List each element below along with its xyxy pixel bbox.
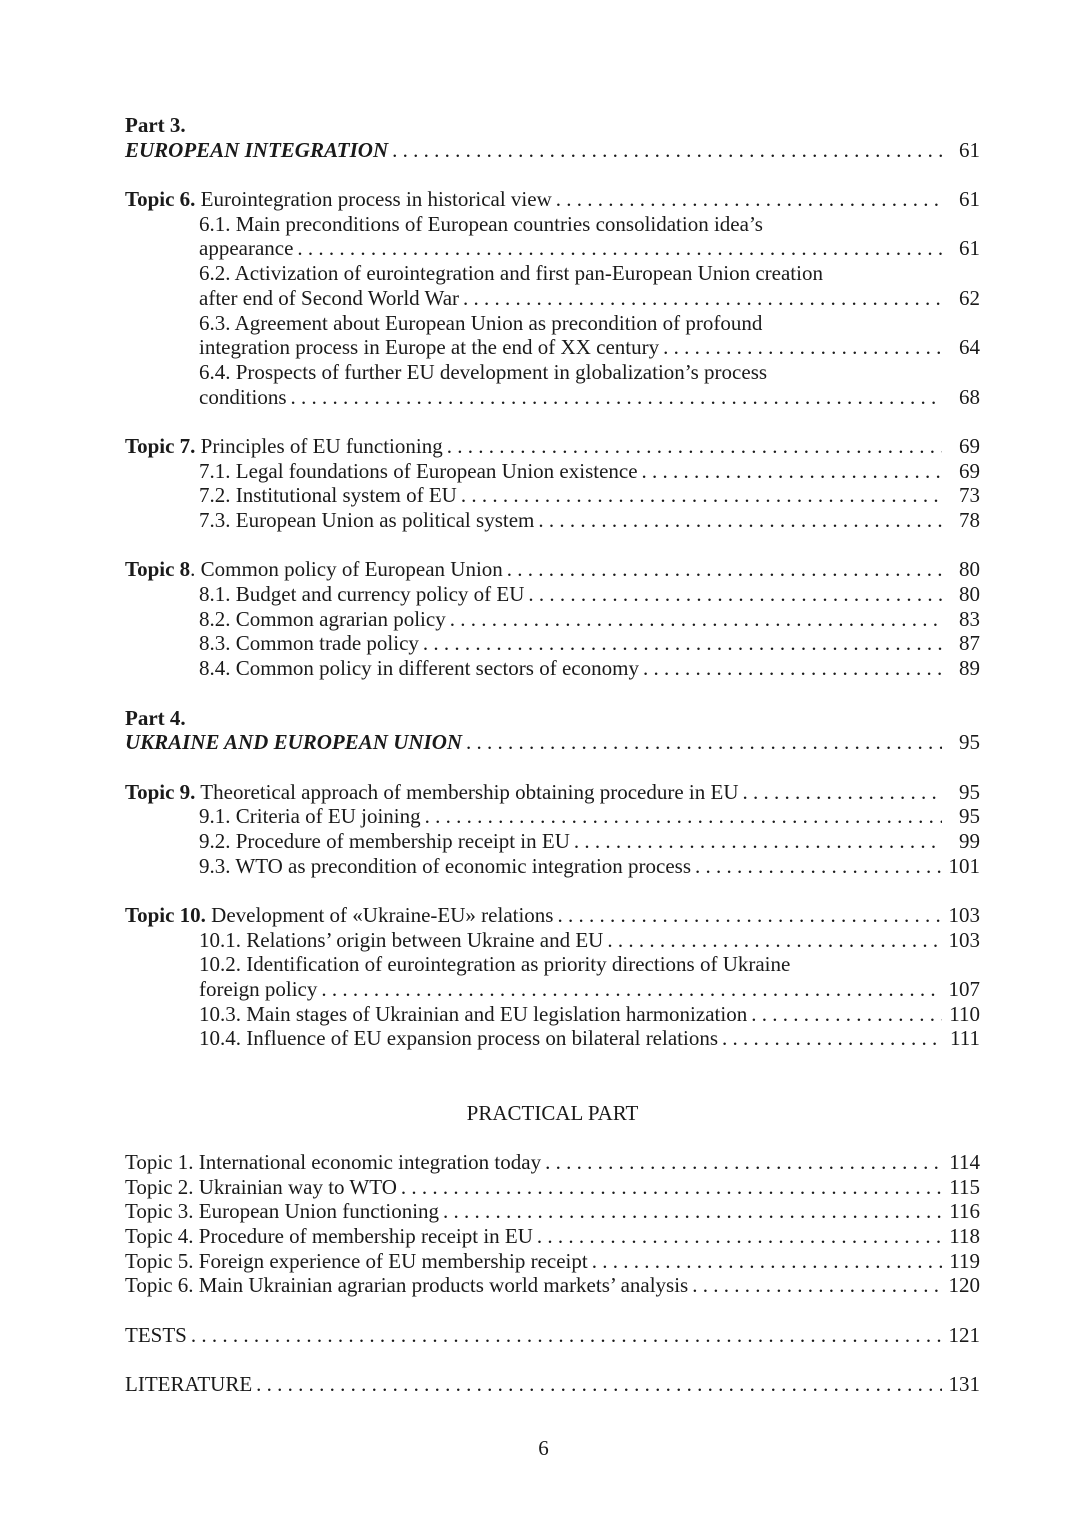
entry-text: Topic 4. Procedure of membership receipt in EU <box>125 1223 533 1248</box>
page-ref: 69 <box>959 458 980 483</box>
toc-subentry <box>125 829 980 854</box>
page-ref: 61 <box>959 137 980 162</box>
entry-text: TESTS <box>125 1322 187 1347</box>
page-ref: 73 <box>959 483 980 508</box>
page-ref: 103 <box>948 927 980 952</box>
part-4-label: Part 4. <box>125 705 186 730</box>
subentry-text: appearance <box>199 236 294 261</box>
toc-subentry-line <box>125 952 980 977</box>
toc-subentry <box>125 1002 980 1027</box>
part-3-title: EUROPEAN INTEGRATION <box>125 137 389 162</box>
topic-title: . Common policy of European Union <box>190 557 503 582</box>
leader-dots <box>663 335 942 360</box>
toc-subentry-line <box>125 360 980 385</box>
leader-dots <box>643 656 942 681</box>
page-ref: 62 <box>959 285 980 310</box>
subentry-text: 9.1. Criteria of EU joining <box>199 804 421 829</box>
page-ref: 69 <box>959 433 980 458</box>
leader-dots <box>191 1323 942 1348</box>
subentry-text: 6.1. Main preconditions of European countries consolidation idea’s <box>199 211 763 236</box>
page-ref: 103 <box>948 903 980 927</box>
leader-dots <box>556 187 942 212</box>
toc-practical-entry <box>125 1150 980 1175</box>
toc-subentry <box>125 508 980 533</box>
entry-text: Topic 5. Foreign experience of EU membership receipt <box>125 1248 588 1273</box>
subentry-text: 8.1. Budget and currency policy of EU <box>199 582 525 607</box>
page-ref: 120 <box>948 1273 980 1298</box>
toc-subentry-line <box>125 212 980 237</box>
page-ref: 80 <box>959 557 980 582</box>
part-label <box>125 706 980 731</box>
entry-text: Topic 6. Main Ukrainian agrarian products world markets’ analysis <box>125 1273 689 1298</box>
toc-entry-topic-10 <box>125 903 980 928</box>
toc-entry-topic-7 <box>125 434 980 459</box>
page-ref: 131 <box>948 1372 980 1397</box>
subentry-text: 7.1. Legal foundations of European Union existence <box>199 458 638 483</box>
entry-text: Topic 2. Ukrainian way to WTO <box>125 1174 397 1199</box>
page-ref: 118 <box>949 1223 980 1248</box>
toc-entry-topic-8 <box>125 557 980 582</box>
toc-subentry <box>125 236 980 261</box>
topic-title: Development of «Ukraine-EU» relations <box>211 903 554 927</box>
toc-practical-entry <box>125 1224 980 1249</box>
subentry-text: 8.3. Common trade policy <box>199 631 419 656</box>
table-of-contents <box>125 113 980 1397</box>
leader-dots <box>291 385 943 410</box>
leader-dots <box>425 804 942 829</box>
part-label <box>125 113 980 138</box>
subentry-text: integration process in Europe at the end of XX century <box>199 335 660 360</box>
toc-subentry <box>125 335 980 360</box>
leader-dots <box>447 434 942 459</box>
leader-dots <box>695 854 942 879</box>
leader-dots <box>607 928 942 953</box>
toc-subentry <box>125 459 980 484</box>
topic-label: Topic 10. <box>125 903 206 927</box>
part-3-label: Part 3. <box>125 113 186 137</box>
toc-subentry <box>125 385 980 410</box>
page-ref: 99 <box>959 828 980 853</box>
leader-dots <box>443 1199 942 1224</box>
page-ref: 89 <box>959 656 980 681</box>
toc-subentry <box>125 286 980 311</box>
topic-title: Eurointegration process in historical view <box>200 187 552 212</box>
leader-dots <box>592 1249 942 1274</box>
page-ref: 83 <box>959 606 980 631</box>
entry-text: Topic 3. European Union functioning <box>125 1199 440 1224</box>
leader-dots <box>751 1002 942 1027</box>
page-ref: 87 <box>959 631 980 656</box>
subentry-text: 6.3. Agreement about European Union as precondition of profound <box>199 310 763 335</box>
leader-dots <box>450 607 942 632</box>
subentry-text: 7.2. Institutional system of EU <box>199 483 457 508</box>
leader-dots <box>722 1026 942 1051</box>
topic-label: Topic 8 <box>125 557 191 582</box>
page-ref: 95 <box>959 730 980 755</box>
leader-dots <box>692 1273 942 1298</box>
page-ref: 110 <box>949 1001 980 1026</box>
toc-subentry <box>125 582 980 607</box>
toc-practical-entry <box>125 1249 980 1274</box>
page-number: 6 <box>538 1436 549 1460</box>
toc-entry-tests <box>125 1323 980 1348</box>
toc-subentry <box>125 656 980 681</box>
toc-subentry <box>125 854 980 879</box>
page-ref: 119 <box>949 1248 980 1273</box>
leader-dots <box>321 977 942 1002</box>
toc-entry-literature <box>125 1372 980 1397</box>
entry-text: LITERATURE <box>125 1372 253 1397</box>
leader-dots <box>537 1224 942 1249</box>
page-ref: 95 <box>959 804 980 829</box>
toc-subentry <box>125 631 980 656</box>
toc-subentry-line <box>125 311 980 336</box>
leader-dots <box>297 236 942 261</box>
page-ref: 116 <box>949 1199 980 1224</box>
subentry-text: 9.3. WTO as precondition of economic integration process <box>199 853 692 878</box>
page-ref: 80 <box>959 582 980 607</box>
toc-subentry <box>125 607 980 632</box>
page-ref: 114 <box>949 1149 980 1174</box>
toc-subentry <box>125 977 980 1002</box>
subentry-text: 6.2. Activization of eurointegration and first pan-European Union creation <box>199 261 823 286</box>
page-ref: 115 <box>949 1174 980 1199</box>
subentry-text: 8.4. Common policy in different sectors of economy <box>199 656 639 681</box>
subentry-text: 6.4. Prospects of further EU development in globalization’s process <box>199 359 768 384</box>
topic-title: Principles of EU functioning <box>200 433 443 458</box>
toc-entry-topic-6 <box>125 187 980 212</box>
leader-dots <box>507 557 942 582</box>
page-ref: 101 <box>948 853 980 878</box>
subentry-text: 10.1. Relations’ origin between Ukraine and EU <box>199 927 604 952</box>
topic-title: Theoretical approach of membership obtaining procedure in EU <box>200 779 739 804</box>
subentry-text: 10.3. Main stages of Ukrainian and EU legislation harmonization <box>199 1001 748 1026</box>
toc-subentry <box>125 928 980 953</box>
page-ref: 64 <box>959 335 980 360</box>
page-ref: 68 <box>959 384 980 409</box>
toc-practical-entry <box>125 1199 980 1224</box>
subentry-text: 9.2. Procedure of membership receipt in EU <box>199 828 570 853</box>
leader-dots <box>538 508 942 533</box>
subentry-text: 10.2. Identification of eurointegration as priority directions of Ukraine <box>199 952 791 977</box>
subentry-text: conditions <box>199 384 287 409</box>
topic-label: Topic 6. <box>125 187 196 212</box>
part-4-title: UKRAINE AND EUROPEAN UNION <box>125 730 463 755</box>
page-ref: 95 <box>959 779 980 804</box>
toc-entry-part-3 <box>125 138 980 163</box>
subentry-text: 7.3. European Union as political system <box>199 508 535 532</box>
leader-dots <box>463 286 942 311</box>
toc-subentry-line <box>125 261 980 286</box>
leader-dots <box>256 1372 942 1397</box>
leader-dots <box>545 1150 942 1175</box>
page-ref: 61 <box>959 236 980 261</box>
toc-practical-entry <box>125 1175 980 1200</box>
toc-practical-entry <box>125 1273 980 1298</box>
page-ref: 121 <box>948 1322 980 1347</box>
toc-entry-topic-9 <box>125 780 980 805</box>
leader-dots <box>466 730 942 755</box>
subentry-text: 10.4. Influence of EU expansion process on bilateral relations <box>199 1026 719 1051</box>
page-ref: 78 <box>959 508 980 532</box>
subentry-text: foreign policy <box>199 977 318 1002</box>
leader-dots <box>642 459 942 484</box>
toc-subentry <box>125 804 980 829</box>
leader-dots <box>743 780 942 805</box>
toc-subentry <box>125 483 980 508</box>
topic-label: Topic 7. <box>125 433 196 458</box>
leader-dots <box>401 1175 942 1200</box>
leader-dots <box>392 138 942 163</box>
toc-entry-part-4 <box>125 730 980 755</box>
leader-dots <box>461 483 942 508</box>
entry-text: Topic 1. International economic integration today <box>125 1149 542 1174</box>
page-ref: 61 <box>959 187 980 212</box>
leader-dots <box>423 631 942 656</box>
practical-part-heading: PRACTICAL PART <box>466 1100 639 1125</box>
leader-dots <box>557 903 942 928</box>
subentry-text: 8.2. Common agrarian policy <box>199 606 446 631</box>
toc-subentry <box>125 1026 980 1051</box>
page-ref: 107 <box>948 977 980 1002</box>
leader-dots <box>528 582 942 607</box>
leader-dots <box>574 829 942 854</box>
subentry-text: after end of Second World War <box>199 285 460 310</box>
topic-label: Topic 9. <box>125 779 196 804</box>
page-ref: 111 <box>950 1026 980 1051</box>
